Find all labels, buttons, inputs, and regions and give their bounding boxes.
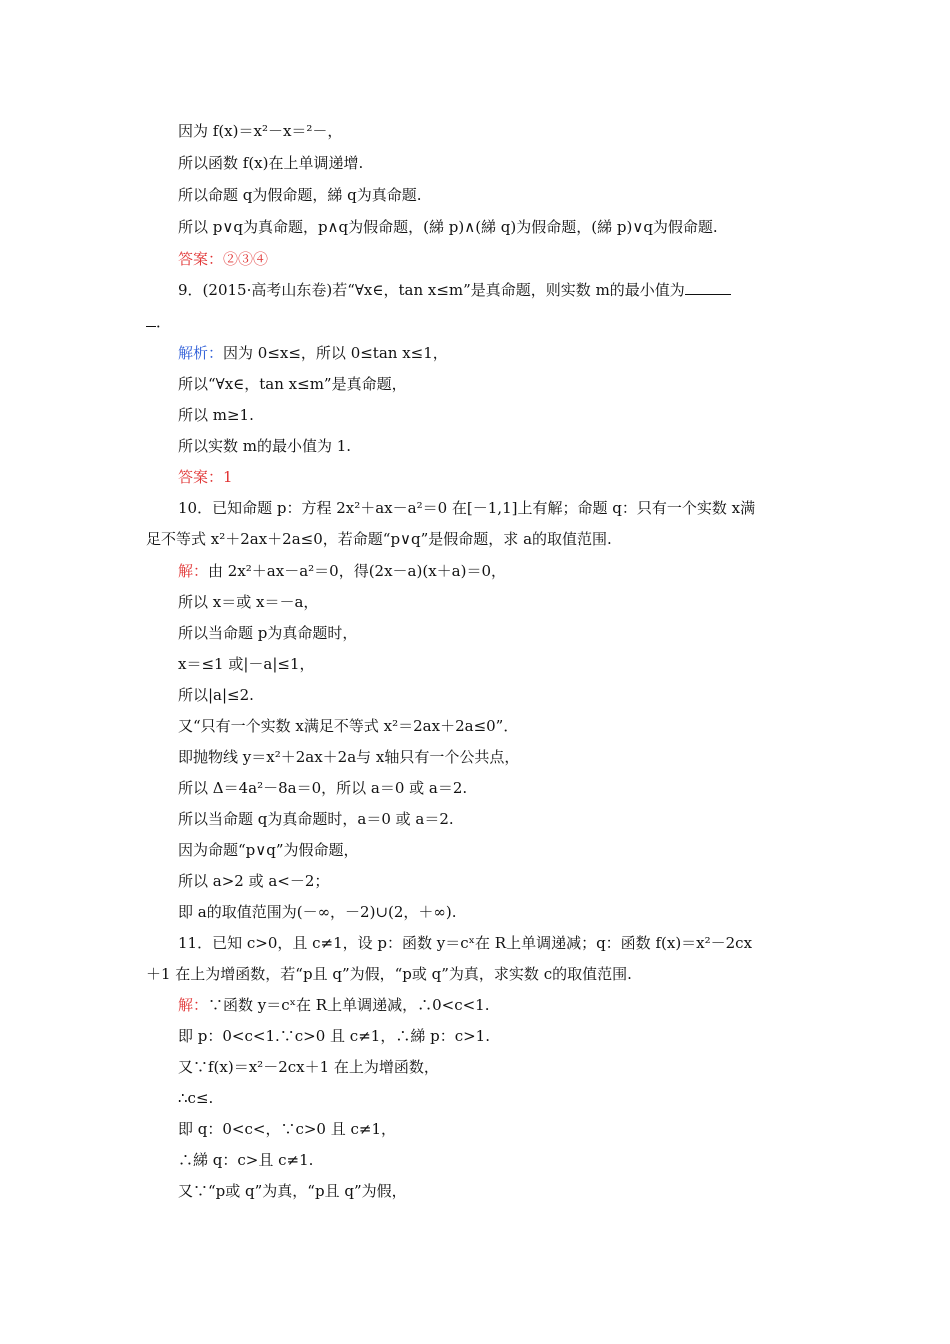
solution-text: ∵函数 y＝cˣ在 R上单调递减，∴0<c<1. (208, 996, 490, 1014)
text-line: x＝≤1 或|－a|≤1， (178, 655, 315, 673)
text-line: 所以 x＝或 x＝－a， (178, 593, 319, 611)
text-line: 所以“∀x∈，tan x≤m”是真命题， (178, 375, 407, 393)
solution-label: 解： (178, 996, 209, 1014)
text-line: 所以 p∨q为真命题，p∧q为假命题，(綈 p)∧(綈 q)为假命题，(綈 p)∨q为假命题. (178, 218, 718, 236)
text-line: 所以|a|≤2. (178, 686, 254, 704)
text-line: 所以 Δ＝4a²－8a＝0，所以 a＝0 或 a＝2. (178, 779, 468, 797)
text-line: 所以 a>2 或 a<－2； (178, 872, 330, 890)
text-line: 所以命题 q为假命题，綈 q为真命题. (178, 186, 422, 204)
analysis-text: 因为 0≤x≤，所以 0≤tan x≤1， (223, 344, 448, 362)
answer-line (178, 467, 233, 487)
question-9 (178, 280, 731, 300)
text-line: 所以当命题 q为真命题时，a＝0 或 a＝2. (178, 810, 454, 828)
solution-line (178, 995, 489, 1015)
text-line: 因为 f(x)＝x²－x＝²－， (178, 122, 343, 140)
text-line: 即 p：0<c<1.∵c>0 且 c≠1，∴綈 p：c>1. (178, 1027, 490, 1045)
text-line: 又“只有一个实数 x满足不等式 x²＝2ax＋2a≤0”． (178, 717, 519, 735)
text-line: 所以当命题 p为真命题时， (178, 624, 358, 642)
answer-blank (146, 312, 156, 327)
solution-text: 由 2x²＋ax－a²＝0，得(2x－a)(x＋a)＝0， (208, 562, 507, 580)
text-line: 即 q：0<c<，∵c>0 且 c≠1， (178, 1120, 397, 1138)
text-line: 所以函数 f(x)在上单调递增. (178, 154, 364, 172)
question-continuation (146, 312, 171, 332)
question-text: 9．(2015·高考山东卷)若“∀x∈，tan x≤m”是真命题，则实数 m的最小值为 (178, 281, 685, 299)
question-continuation: ＋1 在上为增函数，若“p且 q”为假，“p或 q”为真，求实数 c的取值范围. (146, 965, 632, 983)
text-line: 所以实数 m的最小值为 1. (178, 437, 352, 455)
analysis-line (178, 343, 448, 363)
text-line: ∴c≤. (178, 1089, 214, 1107)
answer-blank (685, 280, 731, 295)
question-text: ． (156, 313, 172, 331)
analysis-label: 解析： (178, 344, 224, 362)
text-line: 又∵“p或 q”为真，“p且 q”为假， (178, 1182, 407, 1200)
text-line: 因为命题“p∨q”为假命题， (178, 841, 359, 859)
text-line: 即 a的取值范围为(－∞，－2)∪(2，＋∞). (178, 903, 457, 921)
text-line: ∴綈 q：c>且 c≠1. (178, 1151, 314, 1169)
question-11: 11．已知 c>0，且 c≠1，设 p：函数 y＝cˣ在 R上单调递减；q：函数 f(x)＝x²－2cx (178, 934, 753, 952)
question-continuation: 足不等式 x²＋2ax＋2a≤0，若命题“p∨q”是假命题，求 a的取值范围. (146, 530, 612, 548)
text-line: 即抛物线 y＝x²＋2ax＋2a与 x轴只有一个公共点， (178, 748, 520, 766)
solution-label: 解： (178, 562, 209, 580)
answer-line (178, 249, 268, 269)
answer-text: ②③④ (223, 250, 269, 268)
solution-line (178, 561, 506, 581)
text-line: 所以 m≥1. (178, 406, 254, 424)
answer-label: 答案： (178, 468, 224, 486)
question-10: 10．已知命题 p：方程 2x²＋ax－a²＝0 在[－1,1]上有解；命题 q：只有一个实数 x满 (178, 499, 756, 517)
answer-text: 1 (223, 468, 233, 486)
text-line: 又∵f(x)＝x²－2cx＋1 在上为增函数， (178, 1058, 439, 1076)
answer-label: 答案： (178, 250, 224, 268)
